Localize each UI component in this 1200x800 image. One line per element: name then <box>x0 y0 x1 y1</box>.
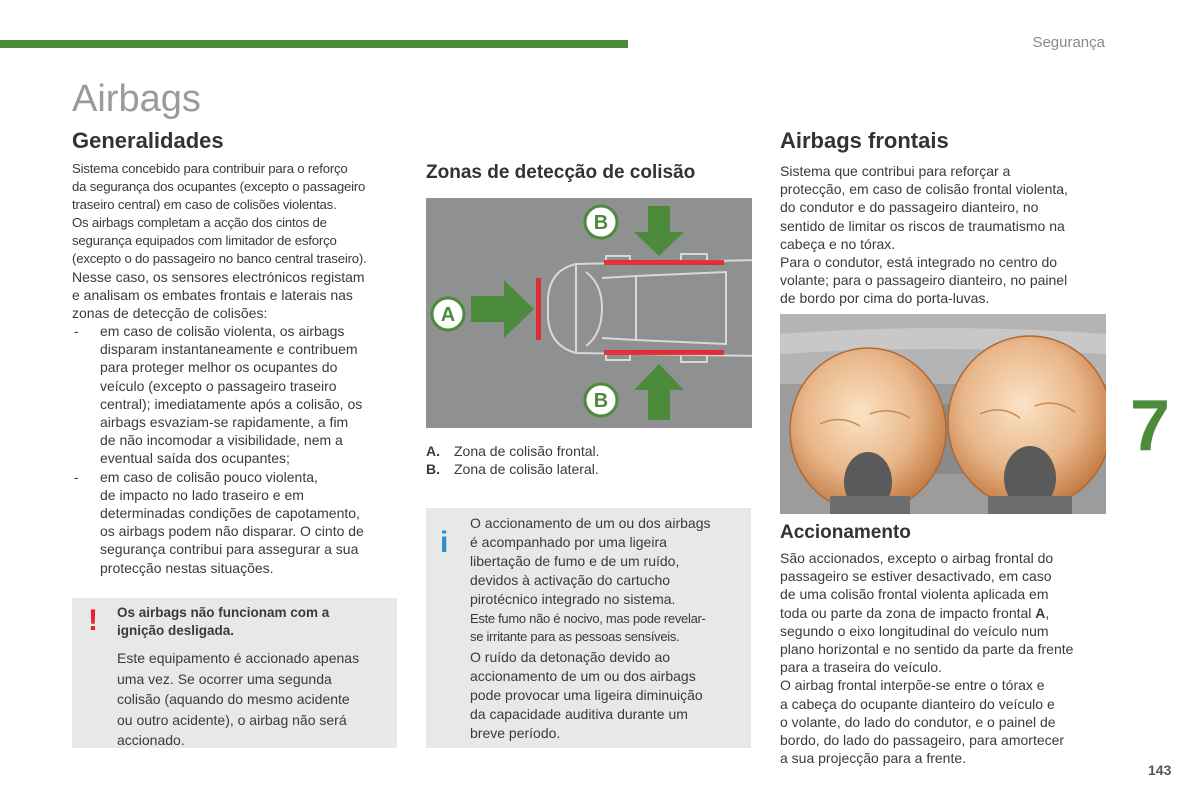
label-b-bottom: B <box>593 390 609 412</box>
text-line: protecção, em caso de colisão frontal violenta, <box>780 181 1068 198</box>
legend-item-b: B. Zona de colisão lateral. <box>426 461 599 478</box>
text-line: Nesse caso, os sensores electrónicos registam <box>72 269 365 285</box>
text-line: volante; para o passageiro dianteiro, no painel <box>780 272 1068 289</box>
text-line: Este fumo não é nocivo, mas pode revelar- <box>470 611 706 626</box>
text-line: Sistema que contribui para reforçar a <box>780 163 1011 179</box>
generalidades-intro <box>72 160 402 268</box>
section-name: Segurança <box>1032 34 1105 51</box>
info-text-2 <box>470 610 750 646</box>
text-line: para proteger melhor os ocupantes do <box>100 359 338 376</box>
figure-legend <box>426 442 746 478</box>
side-impact-zone-top <box>604 260 724 265</box>
chapter-number: 7 <box>1130 386 1171 466</box>
text-line: a sua projecção para a frente. <box>780 750 967 767</box>
text-line: airbags esvaziam-se rapidamente, a fim <box>100 414 349 431</box>
side-impact-zone-bottom <box>604 350 724 355</box>
text-line: O accionamento de um ou dos airbags <box>470 515 711 531</box>
text-span: São accionados, excepto o airbag frontal do <box>780 550 1054 566</box>
warning-box <box>72 598 397 748</box>
text-line: a cabeça do ocupante dianteiro do veículo e <box>780 695 1055 712</box>
legend-item-a: A. Zona de colisão frontal. <box>426 443 600 459</box>
text-line: zonas de detecção de colisões: <box>72 305 268 322</box>
text-line: accionamento de um ou dos airbags <box>470 668 696 684</box>
frontal-impact-zone <box>536 278 541 340</box>
info-text-3 <box>470 648 745 743</box>
accionamento-text <box>780 549 1120 767</box>
text-line: O airbag frontal interpõe-se entre o tórax e <box>780 677 1045 694</box>
text-line: Sistema concebido para contribuir para o reforço <box>72 161 348 176</box>
text-line: O ruído da detonação devido ao <box>470 649 671 665</box>
text-line: - em caso de colisão violenta, os airbags <box>100 323 345 339</box>
text-line: Os airbags não funcionam com a <box>117 605 330 620</box>
text-line <box>780 567 1120 585</box>
list-item <box>72 468 402 577</box>
text-line: segurança equipados com limitador de esforço <box>72 233 337 248</box>
text-line: (excepto o do passageiro no banco central traseiro). <box>72 251 367 266</box>
heading-accionamento: Accionamento <box>780 522 911 543</box>
text-line: Este equipamento é accionado apenas <box>117 650 360 666</box>
info-text-1 <box>470 514 745 609</box>
heading-frontal-airbags: Airbags frontais <box>780 128 949 153</box>
text-line: o volante, do lado do condutor, e o painel de <box>780 713 1056 730</box>
frontal-airbags-figure <box>780 314 1106 514</box>
text-line: traseiro central) em caso de colisões violentas. <box>72 197 337 212</box>
info-icon: i <box>440 526 449 559</box>
text-line: pode provocar uma ligeira diminuição <box>470 687 703 703</box>
list-item <box>72 322 402 468</box>
text-line: e analisam os embates frontais e laterais nas <box>72 287 353 304</box>
text-line: Os airbags completam a acção dos cintos de <box>72 215 327 230</box>
text-line: do condutor e do passageiro dianteiro, no <box>780 199 1039 216</box>
text-line <box>780 585 1120 603</box>
text-line: da capacidade auditiva durante um <box>470 706 688 722</box>
text-line: segundo o eixo longitudinal do veículo num <box>780 622 1049 639</box>
warning-title <box>117 604 387 640</box>
text-span: toda ou parte da zona de impacto frontal <box>780 604 1036 621</box>
accionamento-text-a <box>780 549 1120 622</box>
text-line: os airbags podem não disparar. O cinto de <box>100 523 364 540</box>
warning-icon: ! <box>88 604 98 637</box>
heading-generalidades: Generalidades <box>72 128 224 153</box>
text-line: - em caso de colisão pouco violenta, <box>100 468 318 485</box>
label-b-top: B <box>593 212 609 234</box>
text-line: central); imediatamente após a colisão, os <box>100 395 363 412</box>
label-a: A <box>440 304 456 326</box>
text-line: sentido de limitar os riscos de traumatismo na <box>780 217 1065 234</box>
text-line: accionado. <box>117 732 185 748</box>
text-line: devidos à activação do cartucho <box>470 572 671 588</box>
text-line: para a traseira do veículo. <box>780 659 942 676</box>
text-line <box>780 604 1120 622</box>
text-line: de bordo por cima do porta-luvas. <box>780 290 990 307</box>
page-title: Airbags <box>72 78 201 120</box>
generalidades-list <box>72 322 402 577</box>
text-line: pirotécnico integrado no sistema. <box>470 591 676 607</box>
text-line: disparam instantaneamente e contribuem <box>100 341 358 358</box>
accionamento-text-b <box>780 622 1120 768</box>
text-line: ou outro acidente), o airbag não será <box>117 711 347 728</box>
text-span: passageiro se estiver desactivado, em caso <box>780 568 1052 585</box>
heading-collision-zones: Zonas de detecção de colisão <box>426 162 696 183</box>
text-line: bordo, do lado do passageiro, para amortecer <box>780 732 1065 749</box>
text-line: da segurança dos ocupantes (excepto o passageiro <box>72 179 366 194</box>
text-line: Para o condutor, está integrado no centro do <box>780 254 1058 271</box>
warning-text <box>117 648 392 751</box>
text-line: uma vez. Se ocorrer uma segunda <box>117 670 332 687</box>
info-box <box>426 508 751 748</box>
text-line: veículo (excepto o passageiro traseiro <box>100 377 337 394</box>
text-line: protecção nestas situações. <box>100 559 274 576</box>
text-span: de uma colisão frontal violenta aplicada em <box>780 586 1049 603</box>
generalidades-paragraph <box>72 268 402 323</box>
text-line: plano horizontal e no sentido da parte da frente <box>780 641 1074 658</box>
text-line: libertação de fumo e de um ruído, <box>470 553 680 569</box>
text-line: cabeça e no tórax. <box>780 235 896 252</box>
text-line: se irritante para as pessoas sensíveis. <box>470 629 680 644</box>
text-line: breve período. <box>470 725 561 741</box>
text-line: determinadas condições de capotamento, <box>100 505 360 522</box>
text-line: segurança contribui para assegurar a sua <box>100 541 359 558</box>
frontal-airbags-intro <box>780 162 1110 308</box>
collision-zones-figure <box>426 198 752 428</box>
text-line: ignição desligada. <box>117 623 235 639</box>
text-line: colisão (aquando do mesmo acidente <box>117 691 350 707</box>
text-line: de não incomodar a visibilidade, nem a <box>100 432 343 449</box>
punctuation: , <box>1045 604 1050 621</box>
text-line <box>780 549 1120 567</box>
text-line: é acompanhado por uma ligeira <box>470 534 667 550</box>
text-line: eventual saída dos ocupantes; <box>100 450 290 467</box>
zone-reference: A <box>1035 604 1046 621</box>
text-line: de impacto no lado traseiro e em <box>100 486 304 503</box>
header-accent-bar <box>0 40 628 48</box>
page-number: 143 <box>1148 762 1172 778</box>
